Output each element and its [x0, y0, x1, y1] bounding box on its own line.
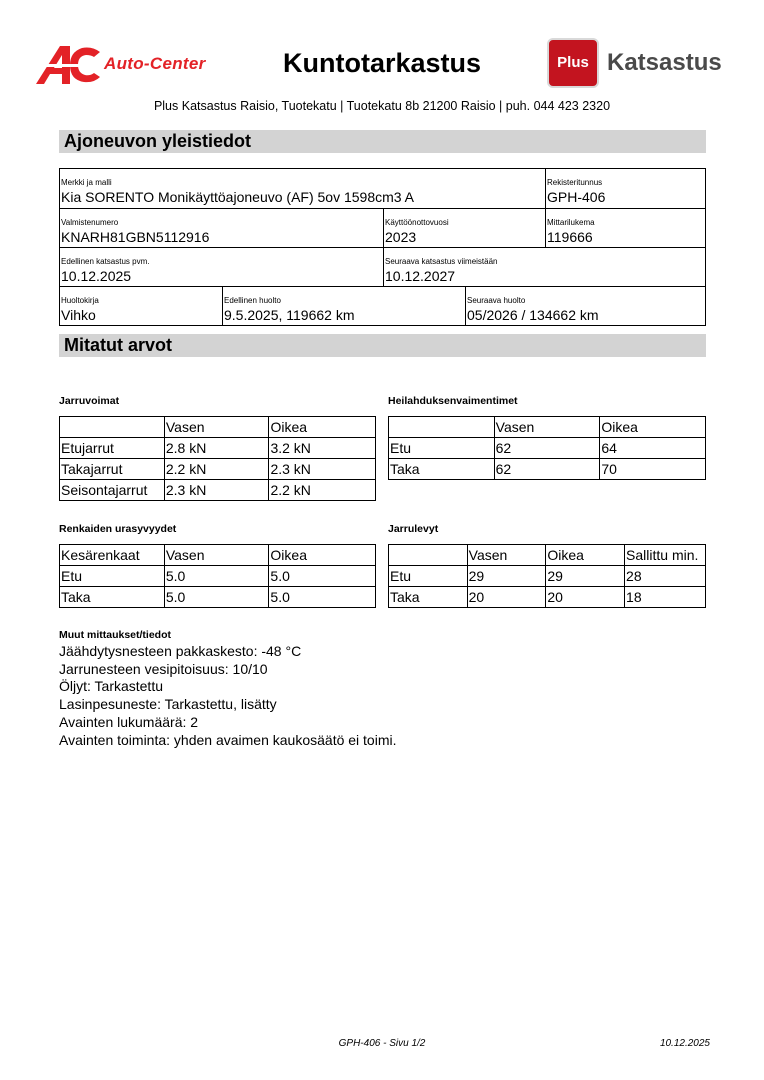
list-item: Lasinpesuneste: Tarkastettu, lisätty — [59, 696, 277, 713]
table-cell: 5.0 — [164, 587, 269, 608]
table-cell: 2.2 kN — [269, 480, 376, 501]
table-row — [60, 438, 376, 459]
info-row — [60, 208, 705, 247]
plus-katsastus-logo — [547, 38, 729, 90]
brake-force-table — [59, 416, 376, 501]
table-row — [389, 459, 706, 480]
other-measurements-list — [59, 643, 659, 749]
info-cell-next-service — [465, 287, 705, 325]
table-cell — [60, 417, 165, 438]
table-cell: 62 — [494, 438, 600, 459]
section-title-vehicle: Ajoneuvon yleistiedot — [59, 130, 706, 153]
table-cell: Seisontajarrut — [60, 480, 165, 501]
field-label: Edellinen katsastus pvm. — [61, 257, 150, 266]
table-cell: 2.8 kN — [164, 438, 269, 459]
field-value: Vihko — [61, 307, 96, 323]
table-cell: 20 — [546, 587, 625, 608]
table-cell: 20 — [467, 587, 546, 608]
table-row — [60, 566, 376, 587]
vehicle-info-grid — [59, 168, 706, 326]
table-row — [389, 438, 706, 459]
table-cell: 70 — [600, 459, 706, 480]
table-cell: 5.0 — [269, 566, 376, 587]
field-label: Merkki ja malli — [61, 178, 112, 187]
table-cell — [389, 417, 495, 438]
table-cell: Taka — [60, 587, 165, 608]
field-label: Seuraava katsastus viimeistään — [385, 257, 498, 266]
field-label: Käyttöönottovuosi — [385, 218, 449, 227]
footer-page-label: GPH-406 - Sivu 1/2 — [338, 1038, 426, 1049]
info-cell-vin — [60, 209, 383, 247]
table-cell: 28 — [625, 566, 706, 587]
field-value: GPH-406 — [547, 189, 606, 205]
info-cell-next-inspection — [383, 248, 705, 286]
list-item: Avainten toiminta: yhden avaimen kaukosäätö ei toimi. — [59, 731, 397, 748]
auto-center-mark-icon — [36, 44, 106, 88]
field-value: 9.5.2025, 119662 km — [224, 307, 355, 323]
info-row — [60, 169, 705, 208]
field-value: 10.12.2025 — [61, 268, 132, 284]
list-item: Jäähdytysnesteen pakkaskesto: -48 °C — [59, 643, 302, 659]
field-value: KNARH81GBN5112916 — [61, 229, 210, 245]
info-cell-first-use-year — [383, 209, 545, 247]
tread-depth-table — [59, 544, 376, 608]
table-cell: 62 — [494, 459, 600, 480]
field-label: Mittarilukema — [547, 218, 595, 227]
table-cell: Etu — [389, 438, 495, 459]
brake-disc-heading: Jarrulevyt — [388, 523, 439, 535]
field-value: 119666 — [547, 229, 593, 245]
table-row — [389, 587, 706, 608]
table-cell: Oikea — [600, 417, 706, 438]
info-cell-service-book — [60, 287, 222, 325]
table-cell: 29 — [546, 566, 625, 587]
table-cell: 2.2 kN — [164, 459, 269, 480]
table-cell: 29 — [467, 566, 546, 587]
footer-date: 10.12.2025 — [659, 1038, 710, 1049]
table-cell: Taka — [389, 587, 468, 608]
info-cell-registration — [545, 169, 705, 208]
field-label: Valmistenumero — [61, 218, 119, 227]
table-cell: Etu — [60, 566, 165, 587]
list-item: Öljyt: Tarkastettu — [59, 678, 164, 695]
table-cell: Oikea — [546, 545, 625, 566]
table-cell: 18 — [625, 587, 706, 608]
table-header-row — [389, 545, 706, 566]
brake-disc-table — [388, 544, 706, 608]
shock-absorber-heading: Heilahduksenvaimentimet — [388, 395, 518, 407]
field-value: 2023 — [385, 229, 417, 245]
shock-absorber-table — [388, 416, 706, 480]
field-label: Edellinen huolto — [224, 296, 281, 305]
table-cell: Vasen — [494, 417, 600, 438]
field-value: 10.12.2027 — [385, 268, 456, 284]
field-label: Seuraava huolto — [467, 296, 526, 305]
table-cell: 5.0 — [269, 587, 376, 608]
table-header-row — [60, 545, 376, 566]
plus-badge-text: Plus — [557, 54, 589, 71]
field-label: Rekisteritunnus — [547, 178, 603, 187]
table-header-row — [389, 417, 706, 438]
table-cell: 3.2 kN — [269, 438, 376, 459]
info-cell-previous-inspection — [60, 248, 383, 286]
page-title: Kuntotarkastus — [282, 48, 482, 78]
auto-center-wordmark: Auto-Center — [104, 54, 206, 73]
table-cell: Vasen — [164, 417, 269, 438]
table-row — [60, 480, 376, 501]
brake-force-heading: Jarruvoimat — [59, 395, 120, 407]
section-title-measured: Mitatut arvot — [59, 334, 706, 357]
table-cell: Taka — [389, 459, 495, 480]
tread-depth-heading: Renkaiden urasyvyydet — [59, 523, 177, 535]
table-cell: Kesärenkaat — [60, 545, 165, 566]
table-cell: 64 — [600, 438, 706, 459]
field-value: 05/2026 / 134662 km — [467, 307, 599, 323]
table-header-row — [60, 417, 376, 438]
field-value: Kia SORENTO Monikäyttöajoneuvo (AF) 5ov 1598cm3 A — [61, 189, 415, 205]
table-cell: Sallittu min. — [625, 545, 706, 566]
list-item: Jarrunesteen vesipitoisuus: 10/10 — [59, 660, 268, 677]
table-cell: Etujarrut — [60, 438, 165, 459]
list-item: Avainten lukumäärä: 2 — [59, 713, 199, 730]
info-cell-make-model — [60, 169, 545, 208]
table-cell: 5.0 — [164, 566, 269, 587]
table-cell: 2.3 kN — [164, 480, 269, 501]
table-cell: Oikea — [269, 417, 376, 438]
other-measurements-heading: Muut mittaukset/tiedot — [59, 629, 171, 641]
info-row — [60, 247, 705, 286]
field-label: Huoltokirja — [61, 296, 99, 305]
info-cell-previous-service — [222, 287, 465, 325]
station-address: Plus Katsastus Raisio, Tuotekatu | Tuotekatu 8b 21200 Raisio | puh. 044 423 2320 — [153, 99, 611, 113]
table-cell: Oikea — [269, 545, 376, 566]
table-row — [60, 587, 376, 608]
table-cell — [389, 545, 468, 566]
table-cell: Takajarrut — [60, 459, 165, 480]
plus-badge-icon — [547, 38, 599, 88]
table-cell: Vasen — [467, 545, 546, 566]
table-row — [389, 566, 706, 587]
auto-center-logo — [36, 44, 226, 88]
table-cell: Etu — [389, 566, 468, 587]
katsastus-wordmark: Katsastus — [607, 49, 722, 76]
info-cell-odometer — [545, 209, 705, 247]
table-row — [60, 459, 376, 480]
table-cell: Vasen — [164, 545, 269, 566]
table-cell: 2.3 kN — [269, 459, 376, 480]
info-row — [60, 286, 705, 325]
